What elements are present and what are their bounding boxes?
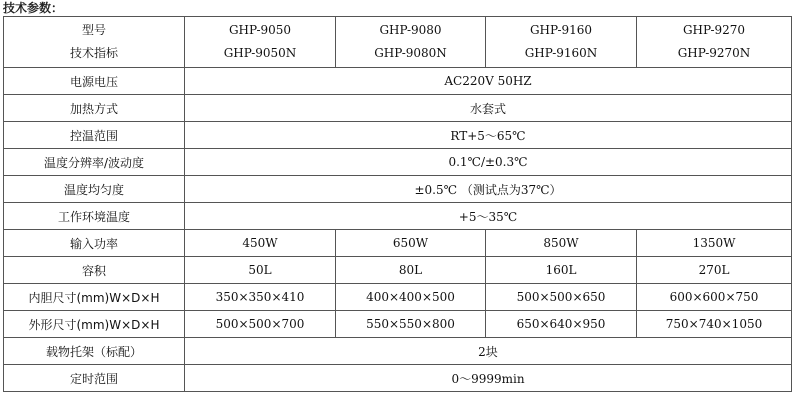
- row-label: 控温范围: [4, 122, 185, 149]
- model-name-variant: GHP-9160N: [524, 46, 598, 60]
- table-row-uniformity: [4, 176, 792, 203]
- cell-value: 550×550×800: [336, 311, 486, 338]
- row-value: RT+5～65℃: [185, 122, 792, 149]
- header-label-model: 型号: [81, 23, 106, 37]
- header-label-spec: 技术指标: [69, 46, 118, 60]
- row-value: +5～35℃: [185, 203, 792, 230]
- cell-value: 400×400×500: [336, 284, 486, 311]
- row-label: 容积: [4, 257, 185, 284]
- table-row-input-power: [4, 230, 792, 257]
- cell-value: 850W: [486, 230, 637, 257]
- row-value: 0.1℃/±0.3℃: [185, 149, 792, 176]
- row-label: 载物托架（标配）: [4, 338, 185, 365]
- row-label: 加热方式: [4, 95, 185, 122]
- header-label-cell: [4, 17, 185, 68]
- row-value: 0～9999min: [185, 365, 792, 392]
- row-label: 内胆尺寸(mm)W×D×H: [4, 284, 185, 311]
- row-value: ±0.5℃ （测试点为37℃）: [185, 176, 792, 203]
- cell-value: 650W: [336, 230, 486, 257]
- cell-value: 500×500×650: [486, 284, 637, 311]
- cell-value: 80L: [336, 257, 486, 284]
- row-value: 水套式: [185, 95, 792, 122]
- table-row-resolution: [4, 149, 792, 176]
- table-row-inner-size: [4, 284, 792, 311]
- model-name: GHP-9160: [529, 23, 593, 37]
- row-label: 电源电压: [4, 68, 185, 95]
- cell-value: 750×740×1050: [637, 311, 792, 338]
- cell-value: 270L: [637, 257, 792, 284]
- row-label: 输入功率: [4, 230, 185, 257]
- model-cell-3: [486, 17, 637, 68]
- model-name: GHP-9270: [682, 23, 746, 37]
- table-row-timer-range: [4, 365, 792, 392]
- section-title: 技术参数：: [3, 1, 64, 15]
- row-value: AC220V 50HZ: [185, 68, 792, 95]
- row-label: 温度均匀度: [4, 176, 185, 203]
- model-name: GHP-9080: [379, 23, 442, 37]
- table-row-power-supply: [4, 68, 792, 95]
- row-label: 温度分辨率/波动度: [4, 149, 185, 176]
- cell-value: 600×600×750: [637, 284, 792, 311]
- model-name-variant: GHP-9270N: [677, 46, 751, 60]
- table-row-ambient-temp: [4, 203, 792, 230]
- cell-value: 160L: [486, 257, 637, 284]
- cell-value: 450W: [185, 230, 336, 257]
- model-cell-4: [637, 17, 792, 68]
- row-value: 2块: [185, 338, 792, 365]
- cell-value: 1350W: [637, 230, 792, 257]
- table-row-volume: [4, 257, 792, 284]
- table-row-shelves: [4, 338, 792, 365]
- spec-table: [3, 16, 792, 392]
- model-cell-1: [185, 17, 336, 68]
- cell-value: 500×500×700: [185, 311, 336, 338]
- model-name-variant: GHP-9050N: [223, 46, 297, 60]
- cell-value: 350×350×410: [185, 284, 336, 311]
- model-name: GHP-9050: [228, 23, 292, 37]
- table-header-row: [4, 17, 792, 68]
- table-row-temp-range: [4, 122, 792, 149]
- cell-value: 50L: [185, 257, 336, 284]
- model-cell-2: [336, 17, 486, 68]
- table-row-heating-method: [4, 95, 792, 122]
- table-row-outer-size: [4, 311, 792, 338]
- cell-value: 650×640×950: [486, 311, 637, 338]
- row-label: 工作环境温度: [4, 203, 185, 230]
- model-name-variant: GHP-9080N: [374, 46, 447, 60]
- row-label: 定时范围: [4, 365, 185, 392]
- row-label: 外形尺寸(mm)W×D×H: [4, 311, 185, 338]
